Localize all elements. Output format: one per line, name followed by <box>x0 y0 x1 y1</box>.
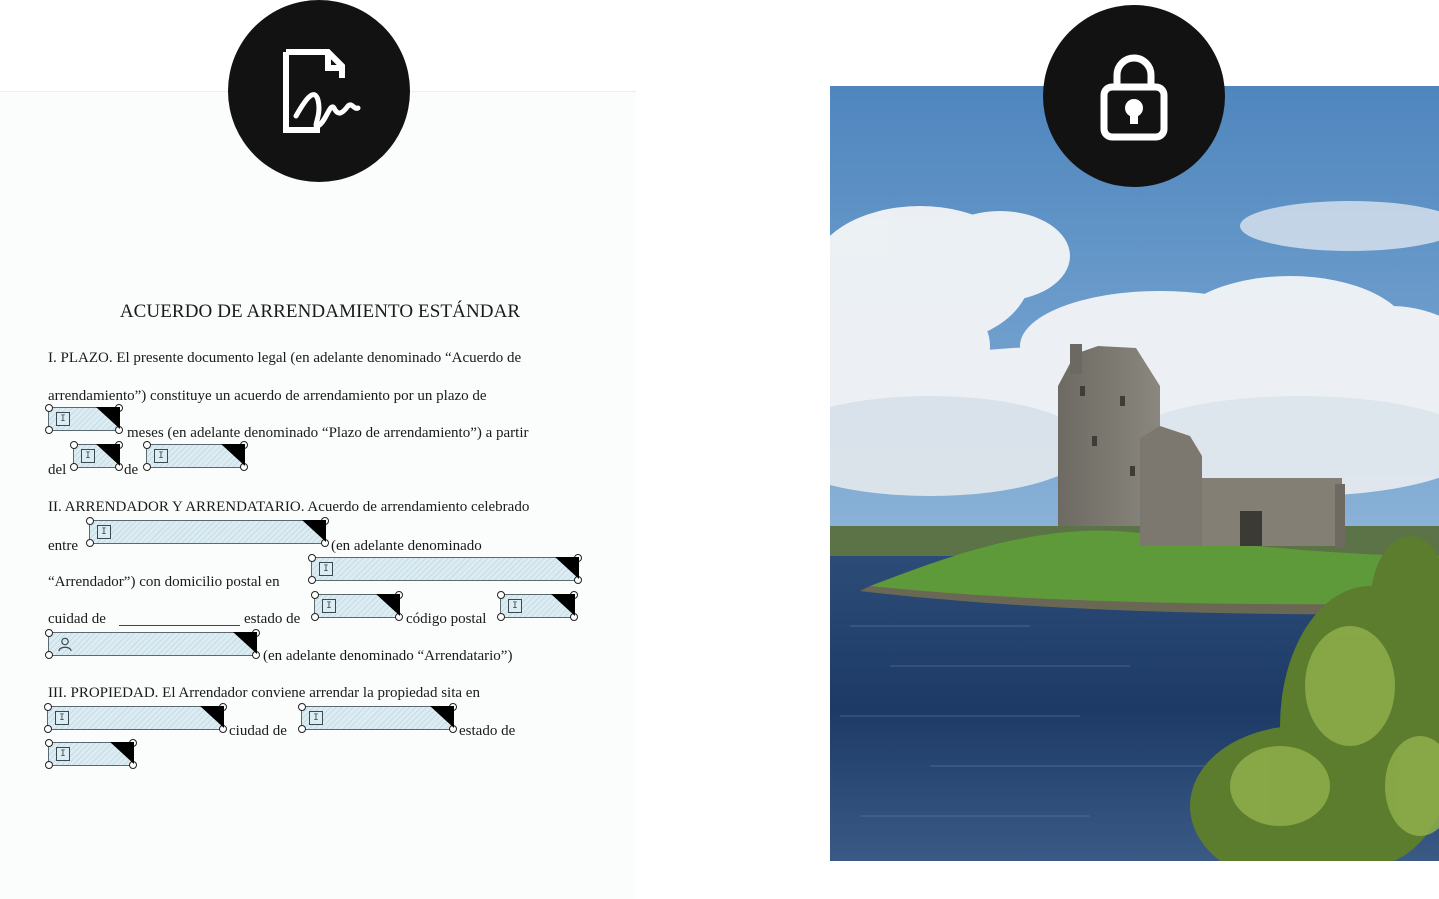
clause-1-of-label: de <box>124 462 139 478</box>
document-signature-icon <box>274 46 364 136</box>
clause-2-zip-label: código postal <box>406 611 487 627</box>
clause-2-line-1: II. ARRENDADOR Y ARRENDATARIO. Acuerdo de arrendamiento celebrado <box>48 499 530 515</box>
clause-2-state-label: estado de <box>244 611 301 627</box>
clause-2-city-label: cuidad de <box>48 611 106 627</box>
clause-1-line-2: arrendamiento”) constituye un acuerdo de arrendamiento por un plazo de <box>48 388 487 404</box>
property-city-field[interactable] <box>301 706 454 730</box>
castle-photo <box>830 86 1439 861</box>
person-icon <box>58 637 72 652</box>
clause-2-tenant-label: (en adelante denominado “Arrendatario”) <box>263 648 513 664</box>
text-field-icon: I <box>56 412 70 426</box>
clause-3-city-label: ciudad de <box>229 723 287 739</box>
clause-3-state-label: estado de <box>459 723 516 739</box>
text-field-icon: I <box>319 562 333 576</box>
signature-badge <box>228 0 410 182</box>
start-month-field[interactable] <box>146 444 245 468</box>
landlord-zip-field[interactable] <box>500 594 575 618</box>
clause-1-line-1: I. PLAZO. El presente documento legal (en adelante denominado “Acuerdo de <box>48 350 522 366</box>
clause-2-denominated-label: (en adelante denominado <box>331 538 482 554</box>
property-state-field[interactable] <box>48 742 134 766</box>
tenant-name-field[interactable] <box>48 632 257 656</box>
clause-1-from-label: del <box>48 462 67 478</box>
text-field-icon: I <box>97 525 111 539</box>
clause-3-line-1: III. PROPIEDAD. El Arrendador conviene arrendar la propiedad sita en <box>48 685 480 701</box>
lock-badge <box>1043 5 1225 187</box>
property-address-field[interactable] <box>47 706 224 730</box>
landlord-name-field[interactable] <box>89 520 326 544</box>
landlord-address-field[interactable] <box>311 557 579 581</box>
text-field-icon: I <box>309 711 323 725</box>
landlord-state-field[interactable] <box>314 594 400 618</box>
text-field-icon: I <box>56 747 70 761</box>
clause-2-between-label: entre <box>48 538 78 554</box>
text-field-icon: I <box>508 599 522 613</box>
clause-1-line-3: meses (en adelante denominado “Plazo de arrendamiento”) a partir <box>127 425 529 441</box>
document-panel <box>0 91 636 899</box>
city-blank-line[interactable] <box>119 625 240 626</box>
clause-2-landlord-address-label: “Arrendador”) con domicilio postal en <box>48 574 280 590</box>
start-day-field[interactable] <box>73 444 120 468</box>
text-field-icon: I <box>154 449 168 463</box>
text-field-icon: I <box>55 711 69 725</box>
text-field-icon: I <box>81 449 95 463</box>
text-field-icon: I <box>322 599 336 613</box>
padlock-icon <box>1099 51 1169 141</box>
document-title: ACUERDO DE ARRENDAMIENTO ESTÁNDAR <box>119 301 521 322</box>
term-months-field[interactable] <box>48 407 120 431</box>
